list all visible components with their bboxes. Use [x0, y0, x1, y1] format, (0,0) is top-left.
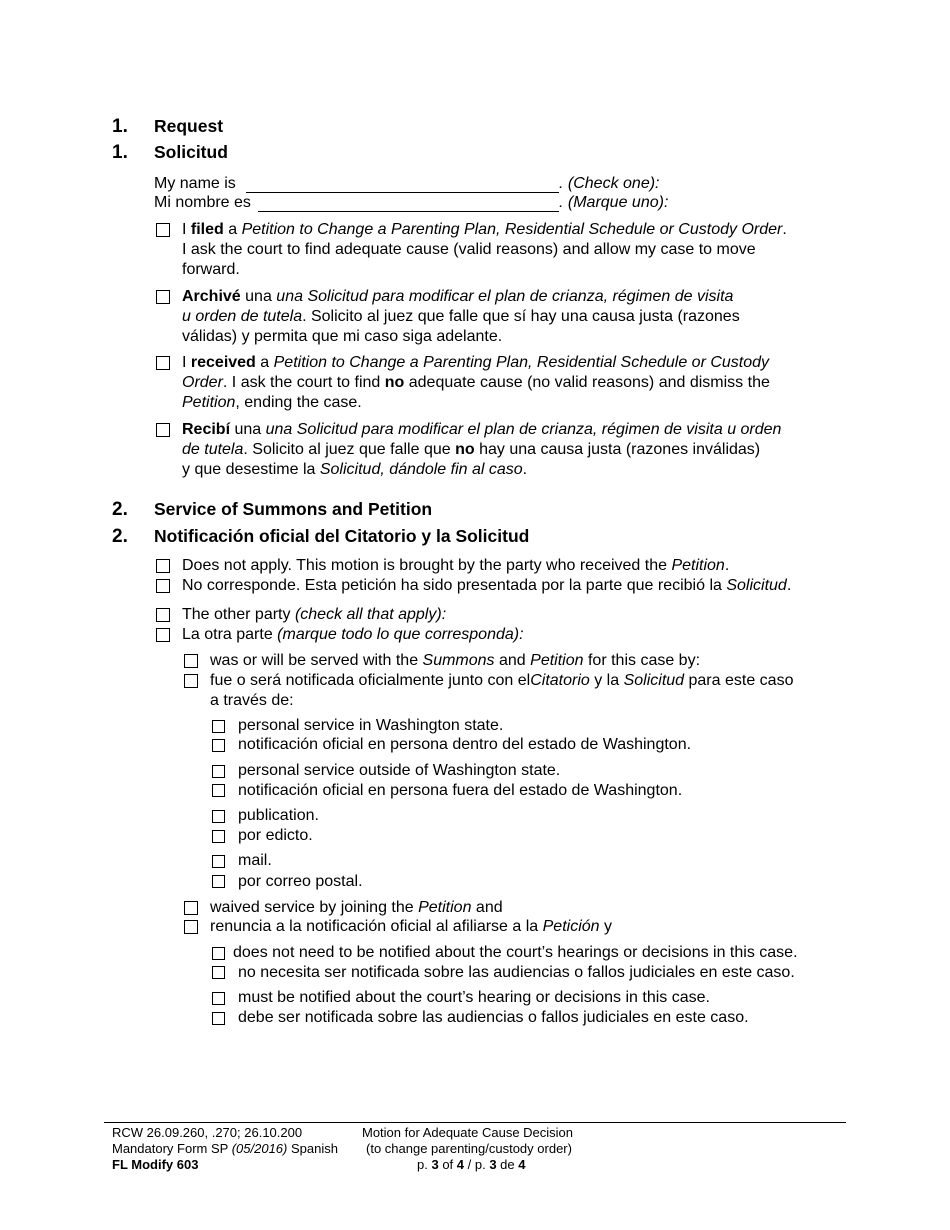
waived-checkbox-en[interactable]	[184, 901, 198, 915]
section-1-title-es: Solicitud	[154, 142, 228, 162]
personal-in-wa-checkbox-es[interactable]	[212, 739, 225, 752]
section-2-title-es: Notificación oficial del Citatorio y la Solicitud	[154, 526, 530, 546]
received-checkbox[interactable]	[156, 356, 170, 370]
served-checkbox-es[interactable]	[184, 674, 198, 688]
filed-line-1: I filed a Petition to Change a Parenting Plan, Residential Schedule or Custody Order.	[182, 221, 787, 238]
footer-form: Mandatory Form SP (05/2016) Spanish	[112, 1141, 338, 1156]
recibi-line-3: y que desestime la Solicitud, dándole fin al caso.	[182, 461, 528, 478]
archive-line-3: válidas) y permita que mi caso siga adelante.	[182, 328, 503, 345]
archive-line-2: u orden de tutela. Solicito al juez que falle que sí hay una causa justa (razones	[182, 308, 740, 325]
recibi-line-2: de tutela. Solicito al juez que falle que no hay una causa justa (razones inválidas)	[182, 441, 761, 458]
section-1-number-es: 1.	[112, 142, 128, 163]
recibi-line-1: Recibí una una Solicitud para modificar el plan de crianza, régimen de visita u orden	[182, 421, 782, 438]
mail-es: por correo postal.	[238, 873, 363, 890]
section-2-title-en: Service of Summons and Petition	[154, 499, 433, 519]
other-party-checkbox-es[interactable]	[156, 628, 170, 642]
must-notify-es: debe ser notificada sobre las audiencias o fallos judiciales en este caso.	[238, 1009, 749, 1026]
name-underline-es	[258, 211, 559, 212]
personal-in-wa-checkbox-en[interactable]	[212, 720, 225, 733]
received-line-2: Order. I ask the court to find no adequate cause (no valid reasons) and dismiss the	[182, 374, 770, 391]
other-party-en: The other party (check all that apply):	[182, 606, 447, 623]
publication-en: publication.	[238, 807, 319, 824]
section-1-title-en: Request	[154, 116, 224, 136]
does-not-apply-en: Does not apply. This motion is brought by the party who received the Petition.	[182, 557, 730, 574]
footer-title-1: Motion for Adequate Cause Decision	[362, 1125, 574, 1140]
archive-checkbox[interactable]	[156, 290, 170, 304]
archive-line-1: Archivé una una Solicitud para modificar el plan de crianza, régimen de visita	[182, 288, 734, 305]
filed-line-2: I ask the court to find adequate cause (valid reasons) and allow my case to move	[182, 241, 756, 258]
section-2-number: 2.	[112, 499, 128, 520]
mail-en: mail.	[238, 852, 272, 869]
personal-out-wa-en: personal service outside of Washington state.	[238, 762, 561, 779]
filed-line-3: forward.	[182, 261, 240, 278]
personal-out-wa-checkbox-en[interactable]	[212, 765, 225, 778]
served-checkbox-en[interactable]	[184, 654, 198, 668]
waived-checkbox-es[interactable]	[184, 920, 198, 934]
other-party-checkbox-en[interactable]	[156, 608, 170, 622]
does-not-apply-checkbox-en[interactable]	[156, 559, 170, 573]
other-party-es: La otra parte (marque todo lo que corresponda):	[182, 626, 524, 643]
footer-form-id: FL Modify 603	[112, 1157, 199, 1172]
waived-en: waived service by joining the Petition and	[210, 899, 503, 916]
name-label-es: Mi nombre es	[154, 194, 251, 211]
personal-in-wa-es: notificación oficial en persona dentro del estado de Washington.	[238, 736, 692, 753]
does-not-apply-es: No corresponde. Esta petición ha sido presentada por la parte que recibió la Solicitud.	[182, 577, 792, 594]
name-underline-en	[246, 192, 559, 193]
served-es: fue o será notificada oficialmente junto con elCitatorio y la Solicitud para este caso	[210, 672, 794, 689]
section-1-number: 1.	[112, 116, 128, 137]
footer-rule	[104, 1122, 846, 1123]
personal-out-wa-checkbox-es[interactable]	[212, 784, 225, 797]
name-suffix-es: . (Marque uno):	[559, 194, 669, 211]
served-en: was or will be served with the Summons and Petition for this case by:	[210, 652, 701, 669]
recibi-checkbox[interactable]	[156, 423, 170, 437]
received-line-3: Petition, ending the case.	[182, 394, 362, 411]
must-notify-checkbox-es[interactable]	[212, 1012, 225, 1025]
footer-title-2: (to change parenting/custody order)	[366, 1141, 572, 1156]
no-notify-es: no necesita ser notificada sobre las audiencias o fallos judiciales en este caso.	[238, 964, 795, 981]
section-2-number-es: 2.	[112, 526, 128, 547]
name-label-en: My name is	[154, 175, 236, 192]
publication-checkbox-es[interactable]	[212, 830, 225, 843]
must-notify-en: must be notified about the court’s hearing or decisions in this case.	[238, 989, 710, 1006]
footer-rcw: RCW 26.09.260, .270; 26.10.200	[112, 1125, 303, 1140]
does-not-apply-checkbox-es[interactable]	[156, 579, 170, 593]
mail-checkbox-es[interactable]	[212, 875, 225, 888]
mail-checkbox-en[interactable]	[212, 855, 225, 868]
must-notify-checkbox-en[interactable]	[212, 992, 225, 1005]
name-suffix-en: . (Check one):	[559, 175, 660, 192]
received-line-1: I received a Petition to Change a Parenting Plan, Residential Schedule or Custody	[182, 354, 770, 371]
footer-page-number: p. 3 of 4 / p. 3 de 4	[417, 1157, 526, 1172]
no-notify-checkbox-en[interactable]	[212, 947, 225, 960]
publication-es: por edicto.	[238, 827, 313, 844]
filed-checkbox[interactable]	[156, 223, 170, 237]
publication-checkbox-en[interactable]	[212, 810, 225, 823]
no-notify-en: does not need to be notified about the court’s hearings or decisions in this case.	[233, 944, 798, 961]
served-es-line-2: a través de:	[210, 692, 294, 709]
personal-out-wa-es: notificación oficial en persona fuera del estado de Washington.	[238, 782, 683, 799]
waived-es: renuncia a la notificación oficial al afiliarse a la Petición y	[210, 918, 612, 935]
personal-in-wa-en: personal service in Washington state.	[238, 717, 504, 734]
no-notify-checkbox-es[interactable]	[212, 966, 225, 979]
